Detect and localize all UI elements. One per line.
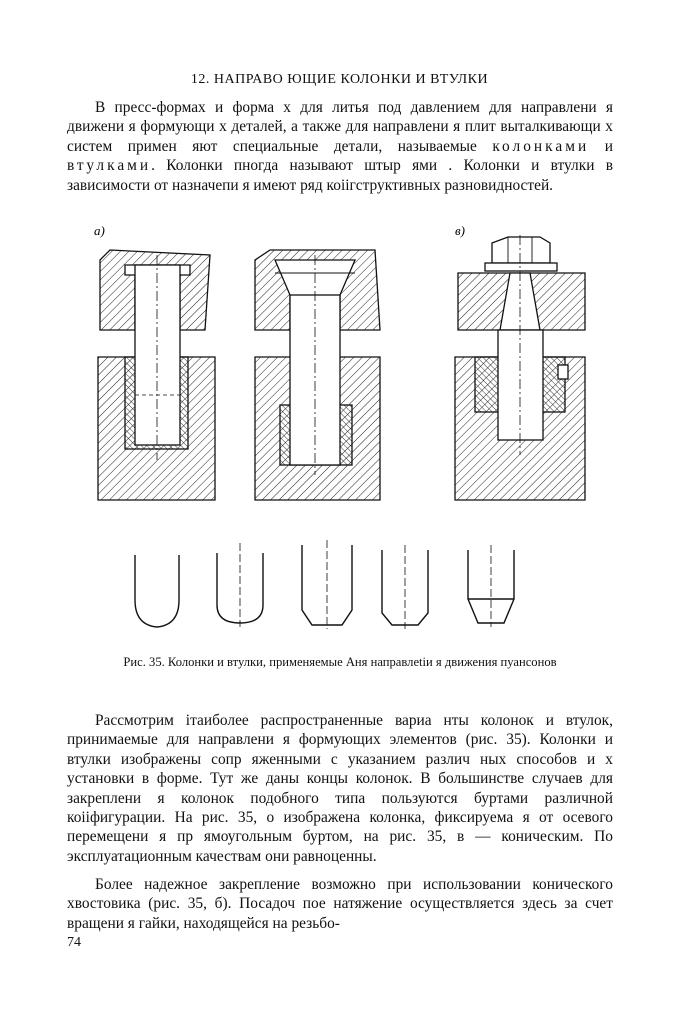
assembly-v-nut xyxy=(492,237,550,263)
intro-paragraph-part1: В пресс-формах и форма х для литья под давлением для направлени я движени я формующи х деталей, а также для направлени я плит выталкивающи х систем примен яют специальные детали, называемые xyxy=(67,99,613,155)
assembly-v-column xyxy=(498,330,543,440)
assembly-a xyxy=(98,250,215,500)
assembly-b xyxy=(255,250,380,500)
body-paragraph-2: Рассмотрим iтаиболее распространенные вариа нты колонок и втулок, принимаемые для направлени я формующих элементов (рис. 35). Колонки и втулки изображены сопр яженными с указанием различ ных способов и х установки в форме. Тут же даны концы колонок. В большинстве случаев для закреплени я колонок подобного типа пользуются буртами различной коіiфигурации. На рис. 35, о изображена колонка, фиксируема я от осевого перемещени я пр ямоугольным буртом, на рис. 35, в — коническим. По эксплуатационным качествам они равноценны. xyxy=(67,712,613,865)
intro-paragraph xyxy=(67,98,613,195)
assembly-a-column xyxy=(135,265,180,445)
column-end-rounded xyxy=(135,555,179,627)
body-paragraph-3: Более надежное закрепление возможно при использовании конического хвостовика (рис. 35, б). Посадоч пое натяжение осуществляется здесь за счет вращени я гайки, находящейся на резьбо- xyxy=(67,876,613,932)
figure-label-a: а) xyxy=(94,223,105,238)
assembly-v xyxy=(455,235,585,500)
figure-35-drawing xyxy=(80,215,620,635)
term-bushings: втулками xyxy=(67,157,152,175)
page-number: 74 xyxy=(67,935,81,950)
column-ends xyxy=(135,540,514,629)
assembly-v-set-screw xyxy=(558,365,568,379)
assembly-v-washer xyxy=(485,263,557,271)
figure-label-v: в) xyxy=(455,223,465,238)
intro-paragraph-part3: . Колонки пногда называют штыр ями . Колонки и втулки в зависимости от назначепи я имеют ряд коіігструктивных разновидностей. xyxy=(67,157,613,194)
term-columns: колонками xyxy=(492,137,590,155)
intro-paragraph-part2: и xyxy=(589,137,613,155)
figure-caption: Рис. 35. Колонки и втулки, применяемые Аня направлеtiи я движения пуансонов xyxy=(123,655,557,669)
figure-35 xyxy=(80,215,620,635)
section-heading: 12. НАПРАВО ЮЩИЕ КОЛОНКИ И ВТУЛКИ xyxy=(190,72,489,87)
